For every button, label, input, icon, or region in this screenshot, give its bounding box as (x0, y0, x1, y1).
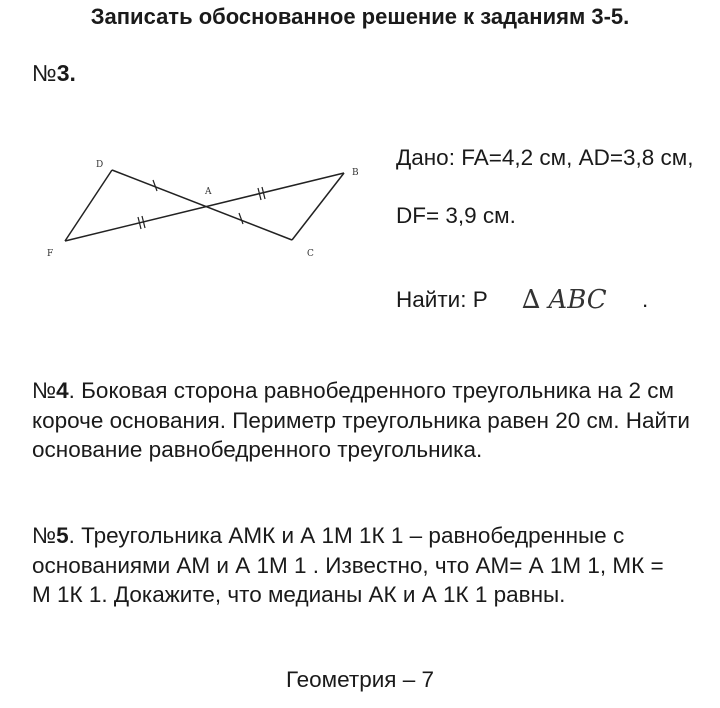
task3-given-line2: DF= 3,9 см. (396, 203, 516, 228)
task4-paragraph (32, 376, 698, 465)
label-b: B (352, 168, 359, 178)
task3-number-prefix: № (32, 60, 57, 86)
task5-number-prefix: № (32, 523, 57, 548)
task4-number-prefix: № (32, 378, 57, 403)
segment-fb (65, 173, 344, 241)
task5-number-value: 5 (56, 523, 69, 548)
task3-find-label: Найти: P (396, 287, 488, 312)
task3-find-dot: . (642, 287, 649, 312)
task3-number-value: 3. (56, 60, 76, 86)
task5-paragraph (32, 521, 672, 610)
page-title: Записать обоснованное решение к заданиям 3-5. (90, 4, 630, 29)
task3-find-triangle: ∆ ABC (522, 285, 607, 315)
tick-ac (239, 213, 243, 224)
segment-dc (112, 170, 292, 240)
task3-given (396, 144, 706, 230)
task4-text: . Боковая сторона равнобедренного треугольника на 2 см короче основания. Периметр треугольника равен 20 см. Найти основание равнобедренного треугольника. (32, 378, 690, 462)
task3-figure (40, 152, 370, 262)
task3-number (32, 60, 76, 87)
label-d: D (96, 160, 104, 170)
label-c: C (307, 249, 314, 259)
task3-given-line1: Дано: FA=4,2 см, AD=3,8 см, (396, 145, 694, 170)
task4-number-value: 4 (56, 378, 69, 403)
task5-text: . Треугольника АМК и А 1М 1К 1 – равнобедренные с основаниями АМ и А 1М 1 . Известно, что АМ= А 1М 1, МК = М 1К 1. Докажите, что медианы АК и А 1К 1 равны. (32, 523, 664, 607)
label-a: A (205, 187, 212, 197)
segment-df (65, 170, 112, 241)
page-footer: Геометрия – 7 (285, 667, 435, 692)
label-f: F (47, 249, 54, 259)
